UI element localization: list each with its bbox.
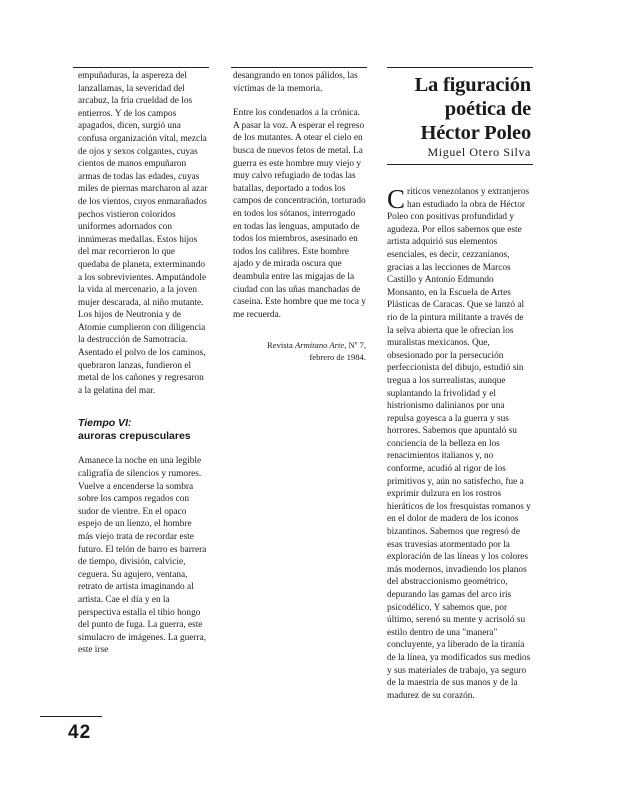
source-citation	[233, 339, 366, 363]
column-right-essay	[387, 186, 532, 702]
middle-paragraph-2: Entre los condenados a la crónica. A pasar la voz. A esperar el regreso de los mutantes. A otear el cielo en busca de nuevos fetos de metal. La guerra es este hombre muy viejo y muy calvo refugiado de todas las batallas, deportado a todos los campos de concentración, torturado en todos los sótanos, interrogado en todas las lenguas, amputado de todos los miembros, asesinado en todos los calibres. Este hombre ajado y de mirada oscura que deambula entre las migajas de la ciudad con las uñas manchadas de caseína. Este hombre que me toca y me recuerda.	[233, 108, 366, 320]
essay-body: ríticos venezolanos y extranjeros han estudiado la obra de Héctor Poleo con positivas profundidad y agudeza. Por ellos sabemos que este artista adquirió sus elementos esenciales, es decir, cezzanianos, gracias a las lecciones de Marcos Castillo y Antonio Edmundo Monsanto, en la Escuela de Artes Plásticas de Caracas. Que se lanzó al río de la pintura militante a través de la selva abierta que le ofrecían los muralistas mexicanos. Que, obsesionado por la persecución perfeccionista del dibujo, estudió sin tregua a los surrealistas, aunque suplantando la frivolidad y el histrionismo dalinianos por una repulsa goyesca a la guerra y sus horrores. Sabemos que apuntaló su conciencia de la belleza en los renacimientos italianos y, no conforme, acudió al rigor de los primitivos y, aún no satisfecho, fue a exprimir dulzura en los rostros hieráticos de los fresquistas romanos y en el dolor de madera de los iconos bizantinos. Sabemos que regresó de esas travesías atormentado por la exploración de las líneas y los colores más modernos, invadiendo los planos del abstraccionismo geométrico, depurando las gamas del arco iris psicodélico. Y sabemos que, por último, serenó su mente y acrisoló su estilo dentro de una "manera" concluyente, ya liberado de la tiranía de la línea, ya modificados sus medios y sus materiales de trabajo, ya seguro de la maestría de sus manos y de la madurez de su corazón.	[387, 187, 531, 701]
article-title	[388, 73, 531, 145]
title-line-1: La figuración	[414, 74, 531, 96]
drop-cap: C	[387, 184, 406, 214]
top-rule-right	[387, 67, 533, 68]
subtitle-line-1: Tiempo VI:	[78, 417, 132, 430]
title-line-2: poética de	[444, 98, 531, 120]
top-rule-middle	[231, 67, 367, 68]
section-subtitle	[78, 417, 208, 443]
column-middle	[233, 70, 366, 363]
subtitle-line-2: auroras crepusculares	[78, 430, 191, 443]
left-paragraph-1: empuñaduras, la aspereza del lanzallamas, la severidad del arcabuz, la fría crueldad de los entierros. Y de los campos apagados, dicen, surgió una confusa organización vital, mezcla de ojos y sexos colgantes, cuyas cientos de manos empuñaron armas de todas las edades, cuyas miles de piernas marcharon al azar de los vientos, cuyos enmarañados pechos vistieron coloridos uniformes adornados con innúmeras medallas. Estos hijos del mar recorrieron lo que quedaba de planeta, exterminando a los sobrevivientes. Amputándole la vida al mercenario, a la joven mujer descarada, al niño mutante. Los hijos de Neutronia y de Atomie cumplieron con diligencia la destrucción de Samotracia. Asentado el polvo de los caminos, quebraron lanzas, fundieron el metal de los cañones y regresaron a la gelatina del mar.	[78, 71, 208, 396]
author-rule	[387, 164, 533, 165]
column-left	[78, 70, 208, 657]
top-rule-left	[73, 67, 209, 68]
citation-issue: , Nº 7,	[344, 340, 366, 351]
middle-paragraph-1: desangrando en tonos pálidos, las víctimas de la memoria.	[233, 71, 358, 94]
footer-rule	[40, 716, 102, 717]
citation-magazine: Armitano Arte	[294, 340, 345, 351]
citation-prefix: Revista	[267, 340, 293, 351]
page-number: 42	[68, 722, 92, 743]
citation-date: febrero de 1984.	[309, 352, 366, 363]
title-line-3: Héctor Poleo	[420, 122, 531, 144]
article-author: Miguel Otero Silva	[427, 145, 531, 159]
left-paragraph-2: Amanece la noche en una legible caligrafía de silencios y rumores. Vuelve a encenderse la sombra sobre los campos regados con sudor de vientre. En el opaco espejo de un lienzo, el hombre más viejo trata de recordar este futuro. El telón de barro es barrera de tiempo, división, calvicie, ceguera. Su agujero, ventana, retrato de artista imaginando al artista. Cae el día y en la perspectiva estalla el tibio hongo del punto de fuga. La guerra, este simulacro de imágenes. La guerra, este irse	[78, 456, 207, 656]
